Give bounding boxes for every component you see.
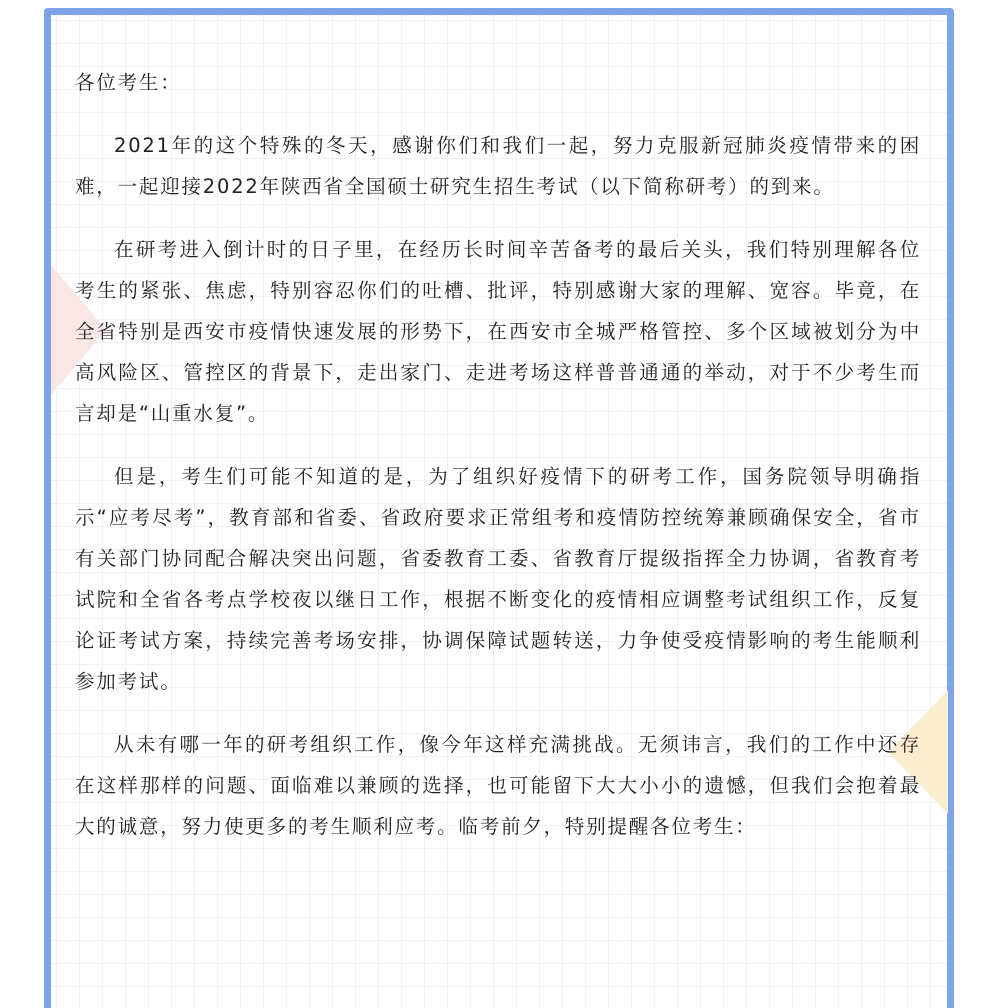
paragraph-3: 但是，考生们可能不知道的是，为了组织好疫情下的研考工作，国务院领导明确指示“应考尽考”，教育部和省委、省政府要求正常组考和疫情防控统筹兼顾确保安全，省市有关部门协同配合解决突出问题，省委教育工委、省教育厅提级指挥全力协调，省教育考试院和全省各考点学校夜以继日工作，根据不断变化的疫情相应调整考试组织工作，反复论证考试方案，持续完善考场安排，协调保障试题转送，力争使受疫情影响的考生能顺利参加考试。: [75, 465, 921, 693]
paragraph-2: 在研考进入倒计时的日子里，在经历长时间辛苦备考的最后关头，我们特别理解各位考生的紧张、焦虑，特别容忍你们的吐槽、批评，特别感谢大家的理解、宽容。毕竟，在全省特别是西安市疫情快速发展的形势下，在西安市全城严格管控、多个区域被划分为中高风险区、管控区的背景下，走出家门、走进考场这样普普通通的举动，对于不少考生而言却是“山重水复”。: [75, 238, 921, 425]
paragraph-1: 2021年的这个特殊的冬天，感谢你们和我们一起，努力克服新冠肺炎疫情带来的困难，一起迎接2022年陕西省全国硕士研究生招生考试（以下简称研考）的到来。: [75, 134, 921, 198]
letter-body: [75, 62, 921, 869]
letter-greeting: 各位考生：: [75, 71, 182, 94]
paragraph-4: 从未有哪一年的研考组织工作，像今年这样充满挑战。无须讳言，我们的工作中还存在这样那样的问题、面临难以兼顾的选择，也可能留下大大小小的遗憾，但我们会抱着最大的诚意，努力使更多的考生顺利应考。临考前夕，特别提醒各位考生：: [75, 733, 921, 838]
